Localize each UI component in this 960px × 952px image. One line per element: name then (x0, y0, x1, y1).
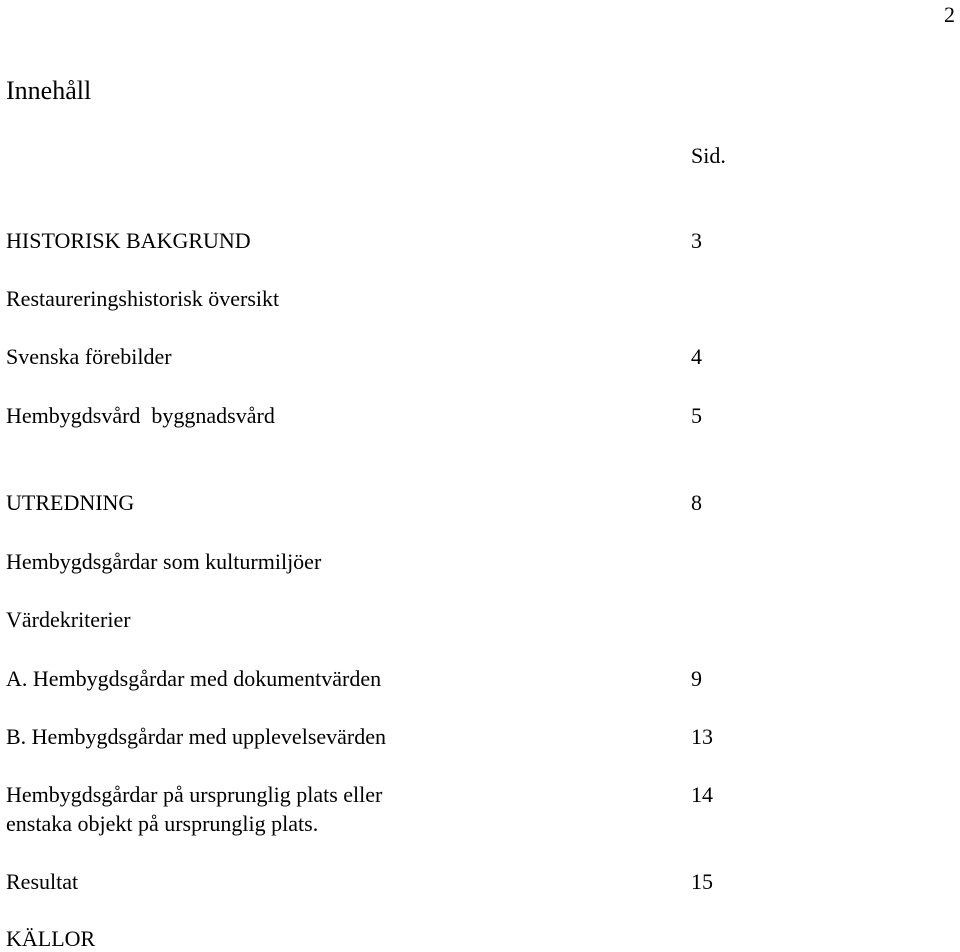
toc-entry-page: 8 (691, 490, 702, 515)
page-number: 2 (944, 2, 955, 27)
toc-entry-title: Värdekriterier (6, 607, 131, 632)
toc-entry-title: Resultat (6, 869, 79, 894)
toc-entry-title: enstaka objekt på ursprunglig plats. (6, 811, 319, 836)
toc-entry-title: Svenska förebilder (6, 344, 172, 369)
toc-entry-page: 9 (691, 666, 702, 691)
toc-entry-title: UTREDNING (6, 490, 135, 515)
toc-entry-title: KÄLLOR (6, 926, 96, 951)
toc-entry-title: B. Hembygdsgårdar med upplevelsevärden (6, 724, 386, 749)
toc-entry-page: 14 (691, 782, 713, 807)
toc-title: Innehåll (6, 76, 92, 105)
toc-entry-title: A. Hembygdsgårdar med dokumentvärden (6, 666, 382, 691)
toc-entry-page: 4 (691, 344, 702, 369)
toc-entry-page: 15 (691, 869, 713, 894)
toc-entry-page: 3 (691, 228, 702, 253)
toc-entry-title: Restaureringshistorisk översikt (6, 286, 280, 311)
page-column-label: Sid. (691, 143, 726, 168)
toc-entry-title: Hembygdsgårdar på ursprunglig plats eller (6, 782, 383, 807)
toc-entry-page: 5 (691, 403, 702, 428)
toc-entry-title: Hembygdsvård byggnadsvård (6, 403, 275, 428)
toc-entry-title: HISTORISK BAKGRUND (6, 228, 251, 253)
toc-entry-page: 13 (691, 724, 713, 749)
toc-entry-title: Hembygdsgårdar som kulturmiljöer (6, 549, 322, 574)
